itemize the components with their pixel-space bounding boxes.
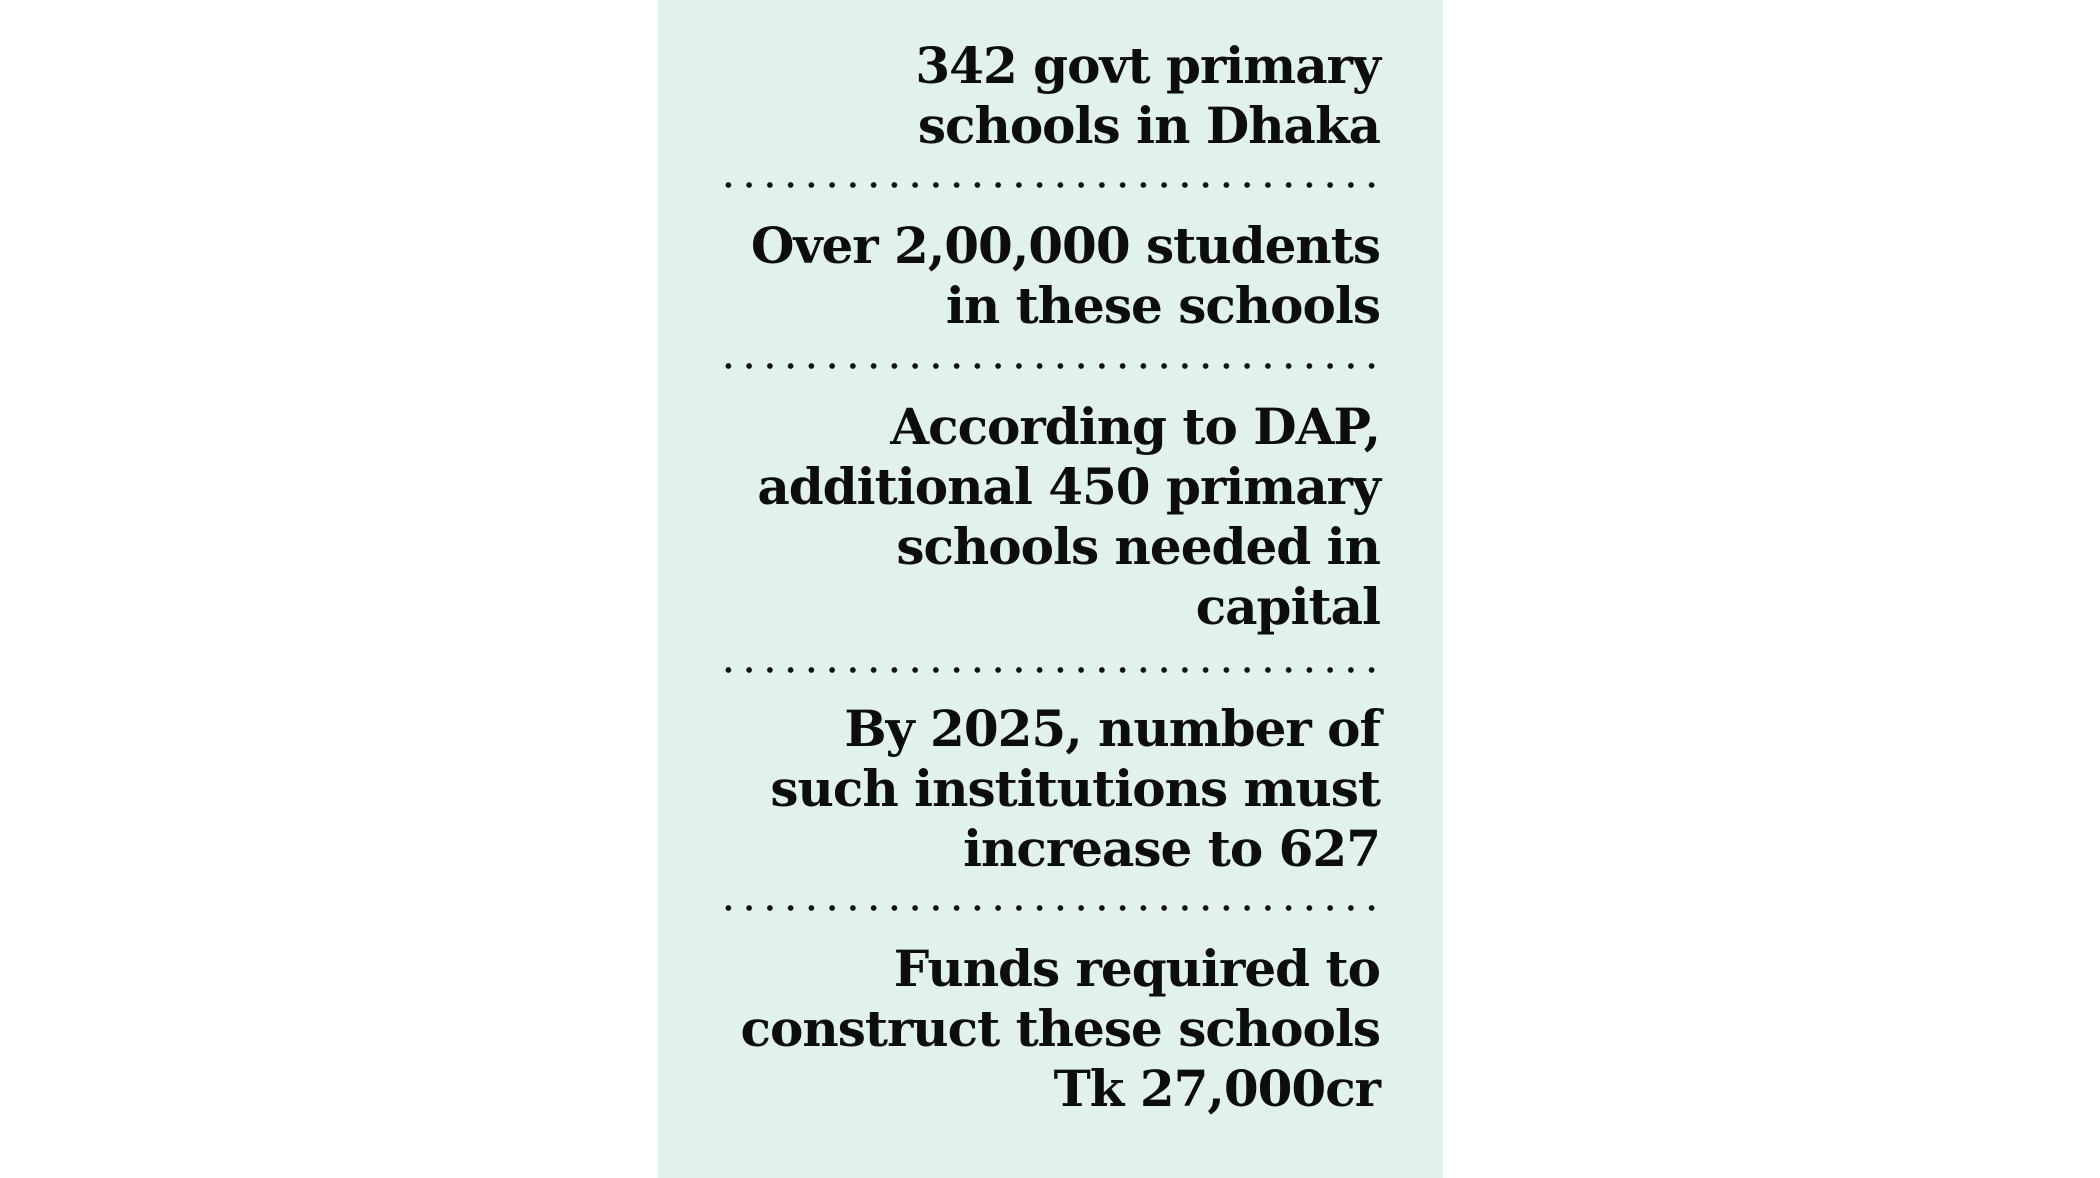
fact-dap-additional-schools: According to DAP, additional 450 primary schools needed in capital <box>757 397 1380 636</box>
infographic-panel <box>658 0 1443 1178</box>
fact-2025-target: By 2025, number of such institutions must increase to 627 <box>770 699 1380 878</box>
dotted-divider <box>718 182 1382 188</box>
dotted-divider <box>718 667 1382 673</box>
fact-funds-required: Funds required to construct these schools Tk 27,000cr <box>740 939 1380 1118</box>
dotted-divider <box>718 363 1382 369</box>
fact-govt-schools: 342 govt primary schools in Dhaka <box>915 36 1380 155</box>
dotted-divider <box>718 905 1382 911</box>
fact-students: Over 2,00,000 students in these schools <box>750 216 1380 335</box>
